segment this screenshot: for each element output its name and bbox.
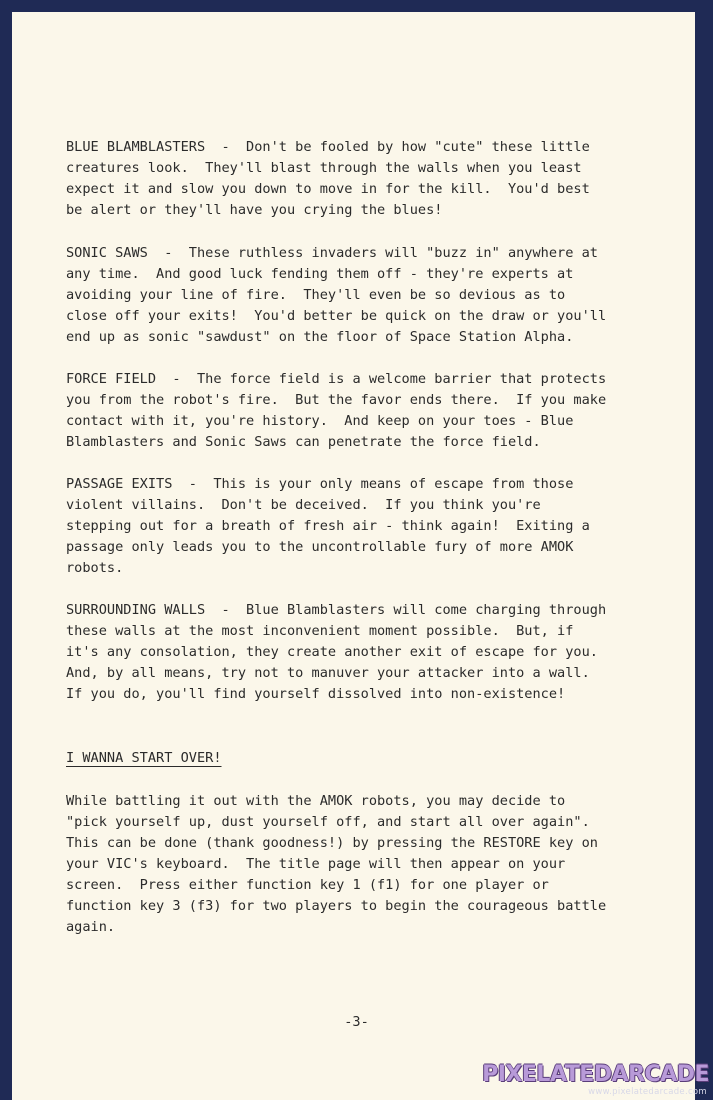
paragraph-blue-blamblasters: BLUE BLAMBLASTERS - Don't be fooled by how "cute" these little creatures look. They'll blast through the walls when you least expect it and slow you down to move in for the kill. You'd best be alert or they'll have you crying the blues! <box>66 139 590 218</box>
paragraph-passage-exits: PASSAGE EXITS - This is your only means of escape from those violent villains. Don't be deceived. If you think you're stepping out for a breath of fresh air - think again! Exiting a passage only leads you to the uncontrollable fury of more AMOK robots. <box>66 476 590 576</box>
section-heading <box>66 748 666 769</box>
watermark-logo: PIXELATEDARCADE <box>482 1062 709 1087</box>
watermark-url: www.pixelatedarcade.com <box>588 1087 707 1097</box>
paragraph-sonic-saws: SONIC SAWS - These ruthless invaders will "buzz in" anywhere at any time. And good luck fending them off - they're experts at avoiding your line of fire. They'll even be so devious as to close off your exits! You'd better be quick on the draw or you'll end up as sonic "sawdust" on the floor of Space Station Alpha. <box>66 245 607 345</box>
paragraph-force-field: FORCE FIELD - The force field is a welcome barrier that protects you from the robot's fire. But the favor ends there. If you make contact with it, you're history. And keep on your toes - Blue Blamblasters and Sonic Saws can penetrate the force field. <box>66 371 607 450</box>
paragraph-restart: While battling it out with the AMOK robots, you may decide to "pick yourself up, dust yourself off, and start all over again". This can be done (thank goodness!) by pressing the RESTORE key on your VIC's keyboard. The title page will then appear on your screen. Press either function key 1 (f1) for one player or function key 3 (f3) for two players to begin the courageous battle again. <box>66 793 607 935</box>
paragraph-surrounding-walls: SURROUNDING WALLS - Blue Blamblasters will come charging through these walls at the most inconvenient moment possible. But, if it's any consolation, they create another exit of escape for you. And, by all means, try not to manuver your attacker into a wall. If you do, you'll find yourself dissolved into non-existence! <box>66 602 607 702</box>
section-heading-text: I WANNA START OVER! <box>66 750 222 766</box>
page-number: -3- <box>344 1014 369 1030</box>
